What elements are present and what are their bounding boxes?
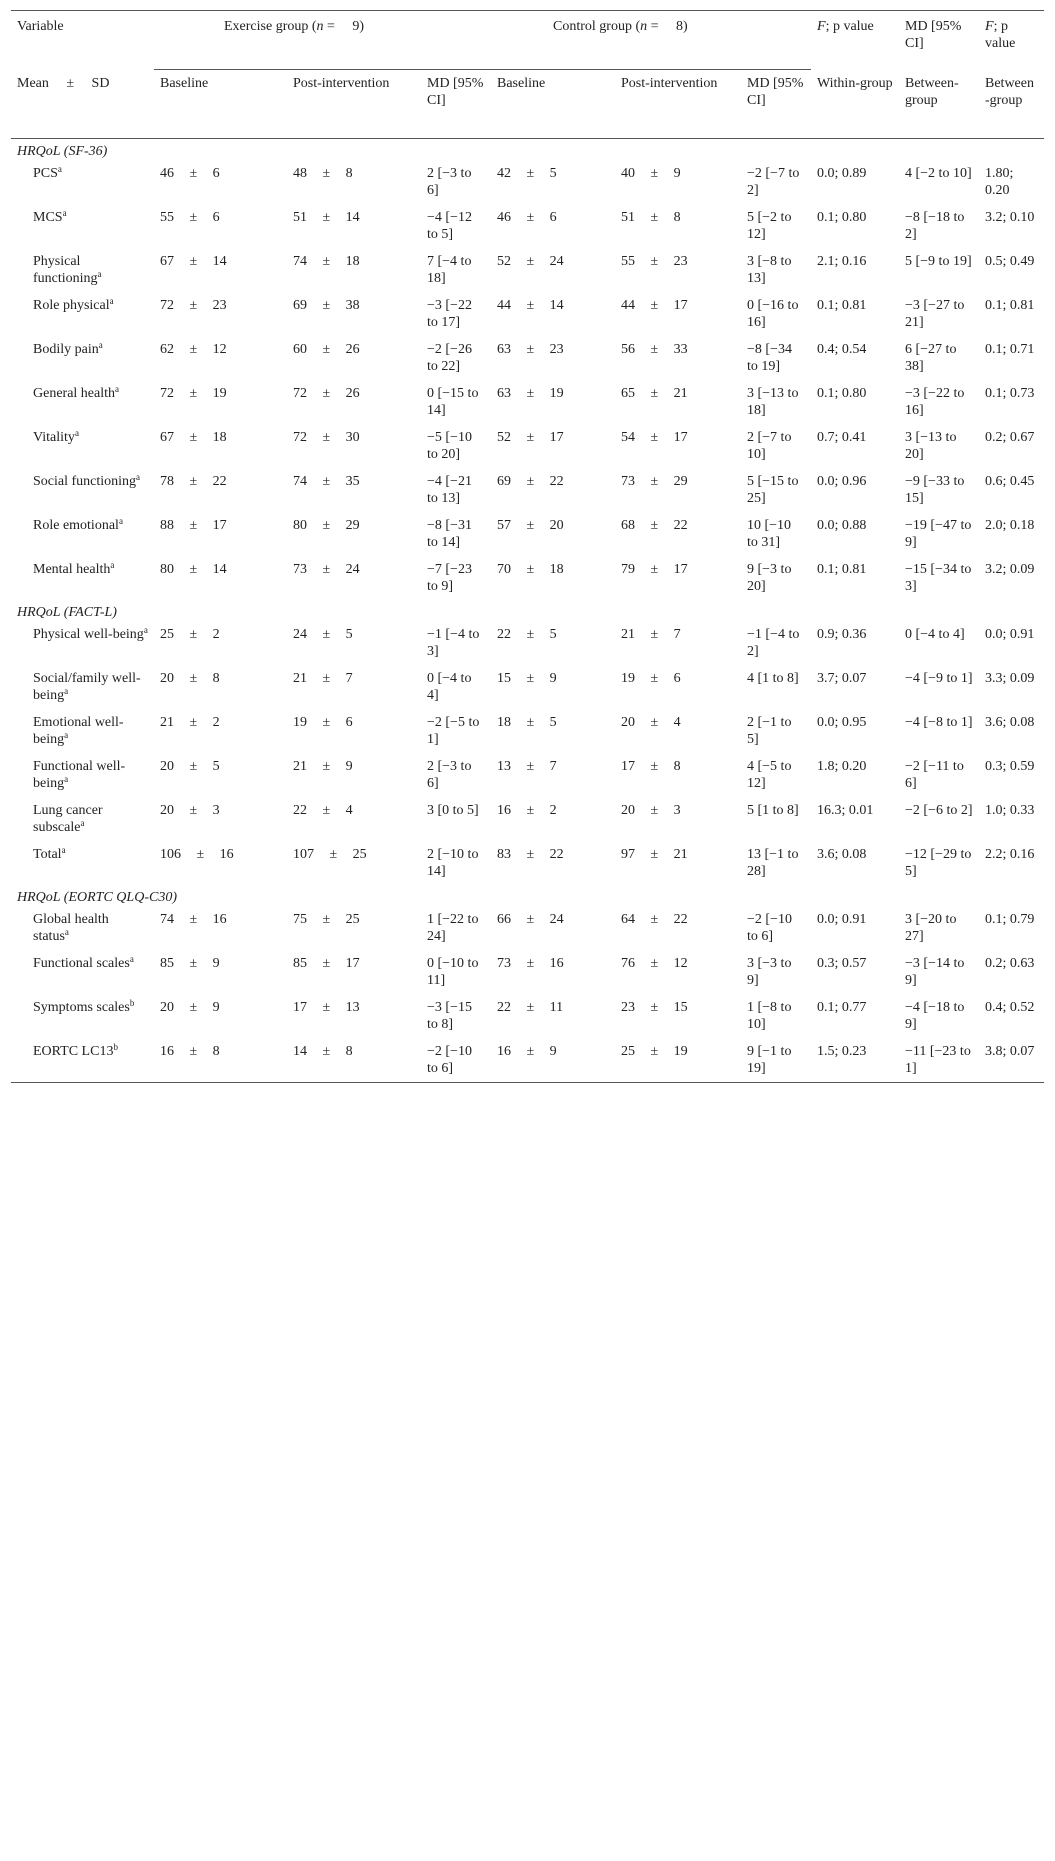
ex-post-cell: 51 ± 14 [293,210,360,225]
table-row [11,906,1044,950]
variable-name: Emotional well-being [33,715,124,747]
co-post-cell: 54 ± 17 [621,430,688,445]
co-md-cell: 13 [−1 to 28] [747,847,799,879]
within-group-cell: 0.0; 0.88 [817,518,867,533]
between-md-cell: 4 [−2 to 10] [905,166,972,181]
variable-name: MCS [33,210,63,225]
variable-cell [11,994,154,1038]
within-group-cell: 0.0; 0.95 [817,715,867,730]
variable-cell [11,709,154,753]
co-md-cell: 3 [−13 to 18] [747,386,799,418]
between-md-cell: 6 [−27 to 38] [905,342,957,374]
footnote-marker: a [64,927,69,937]
between-f-cell: 0.6; 0.45 [985,474,1035,489]
variable-cell [11,336,154,380]
variable-cell [11,621,154,665]
variable-cell [11,556,154,600]
co-baseline-cell: 63 ± 23 [497,342,564,357]
header-f-symbol-2: F [985,19,994,34]
co-post-cell: 23 ± 15 [621,1000,688,1015]
co-post-cell: 79 ± 17 [621,562,688,577]
header-co-baseline: Baseline [497,76,546,91]
ex-post-cell: 74 ± 18 [293,254,360,269]
ex-baseline-cell: 78 ± 22 [160,474,227,489]
section-row [11,600,1044,621]
header-ex-md: MD [95% CI] [427,76,484,108]
footnote-marker: a [64,730,69,740]
table-row [11,512,1044,556]
co-post-cell: 65 ± 21 [621,386,688,401]
variable-name: Physical well-being [33,627,144,642]
between-f-cell: 0.1; 0.71 [985,342,1035,357]
ex-baseline-cell: 25 ± 2 [160,627,220,642]
ex-post-cell: 75 ± 25 [293,912,360,927]
co-md-cell: −2 [−10 to 6] [747,912,792,944]
between-md-cell: −3 [−27 to 21] [905,298,965,330]
ex-post-cell: 72 ± 30 [293,430,360,445]
ex-post-cell: 48 ± 8 [293,166,353,181]
co-post-cell: 20 ± 4 [621,715,681,730]
header-ex-baseline: Baseline [160,76,209,91]
within-group-cell: 0.1; 0.81 [817,298,867,313]
footnote-marker: a [57,164,62,174]
between-f-cell: 3.3; 0.09 [985,671,1035,686]
variable-cell [11,512,154,556]
table-row [11,248,1044,292]
co-post-cell: 21 ± 7 [621,627,681,642]
ex-baseline-cell: 20 ± 3 [160,803,220,818]
between-f-cell: 0.1; 0.79 [985,912,1035,927]
between-f-cell: 0.1; 0.73 [985,386,1035,401]
ex-post-cell: 73 ± 24 [293,562,360,577]
between-f-cell: 0.4; 0.52 [985,1000,1035,1015]
variable-cell [11,1038,154,1083]
table-row [11,424,1044,468]
variable-name: Lung cancer subscale [33,803,103,835]
co-md-cell: 2 [−1 to 5] [747,715,792,747]
co-md-cell: 1 [−8 to 10] [747,1000,792,1032]
within-group-cell: 16.3; 0.01 [817,803,874,818]
co-baseline-cell: 73 ± 16 [497,956,564,971]
header-co-md: MD [95% CI] [747,76,804,108]
ex-post-cell: 60 ± 26 [293,342,360,357]
between-f-cell: 2.2; 0.16 [985,847,1035,862]
between-f-cell: 3.2; 0.09 [985,562,1035,577]
between-f-cell: 1.80; 0.20 [985,166,1014,198]
within-group-cell: 0.4; 0.54 [817,342,867,357]
header-ex-post: Post-intervention [293,76,390,91]
between-f-cell: 3.6; 0.08 [985,715,1035,730]
variable-name: Social/family well-being [33,671,141,703]
ex-md-cell: −1 [−4 to 3] [427,627,480,659]
variable-name: Social functioning [33,474,137,489]
ex-post-cell: 107 ± 25 [293,847,367,862]
variable-cell [11,797,154,841]
ex-md-cell: −4 [−12 to 5] [427,210,472,242]
between-f-cell: 0.0; 0.91 [985,627,1035,642]
table-row [11,797,1044,841]
ex-baseline-cell: 88 ± 17 [160,518,227,533]
co-md-cell: 4 [−5 to 12] [747,759,792,791]
between-f-cell: 3.2; 0.10 [985,210,1035,225]
ex-md-cell: 0 [−10 to 11] [427,956,479,988]
footnote-marker: a [118,516,123,526]
table-row [11,753,1044,797]
header-f-p-rest-2: ; p value [985,19,1016,51]
ex-post-cell: 24 ± 5 [293,627,353,642]
co-md-cell: 10 [−10 to 31] [747,518,792,550]
variable-cell [11,841,154,885]
control-n-label: n [640,19,648,34]
co-baseline-cell: 16 ± 9 [497,1044,557,1059]
header-f-p-value-2 [979,11,1044,70]
between-f-cell: 0.1; 0.81 [985,298,1035,313]
ex-baseline-cell: 20 ± 9 [160,1000,220,1015]
between-f-cell: 1.0; 0.33 [985,803,1035,818]
co-baseline-cell: 18 ± 5 [497,715,557,730]
co-md-cell: 4 [1 to 8] [747,671,799,686]
co-baseline-cell: 22 ± 11 [497,1000,564,1015]
variable-name: Total [33,847,62,862]
results-table [11,10,1044,1083]
ex-post-cell: 69 ± 38 [293,298,360,313]
co-md-cell: 5 [−15 to 25] [747,474,799,506]
co-post-cell: 44 ± 17 [621,298,688,313]
co-md-cell: 5 [1 to 8] [747,803,799,818]
footnote-marker: a [97,269,102,279]
table-row [11,709,1044,753]
ex-post-cell: 14 ± 8 [293,1044,353,1059]
within-group-cell: 0.1; 0.81 [817,562,867,577]
table-row [11,292,1044,336]
co-baseline-cell: 57 ± 20 [497,518,564,533]
co-baseline-cell: 70 ± 18 [497,562,564,577]
ex-post-cell: 21 ± 9 [293,759,353,774]
co-post-cell: 64 ± 22 [621,912,688,927]
between-f-cell: 0.3; 0.59 [985,759,1035,774]
variable-cell [11,292,154,336]
ex-md-cell: 2 [−10 to 14] [427,847,479,879]
ex-post-cell: 80 ± 29 [293,518,360,533]
co-baseline-cell: 52 ± 24 [497,254,564,269]
variable-cell [11,753,154,797]
within-group-cell: 0.0; 0.96 [817,474,867,489]
variable-cell [11,160,154,204]
co-md-cell: −1 [−4 to 2] [747,627,800,659]
variable-name: Role physical [33,298,110,313]
exercise-n-value: = 9) [327,19,365,34]
between-md-cell: −3 [−22 to 16] [905,386,965,418]
co-md-cell: 2 [−7 to 10] [747,430,792,462]
table-header [11,11,1044,139]
header-md-95ci: MD [95% CI] [905,19,962,51]
between-md-cell: −11 [−23 to 1] [905,1044,971,1076]
table-row [11,556,1044,600]
ex-baseline-cell: 20 ± 5 [160,759,220,774]
co-post-cell: 55 ± 23 [621,254,688,269]
footnote-marker: a [143,625,148,635]
co-post-cell: 19 ± 6 [621,671,681,686]
between-f-cell: 3.8; 0.07 [985,1044,1035,1059]
co-post-cell: 76 ± 12 [621,956,688,971]
co-post-cell: 56 ± 33 [621,342,688,357]
table-body [11,139,1044,1083]
co-baseline-cell: 42 ± 5 [497,166,557,181]
between-md-cell: −2 [−11 to 6] [905,759,964,791]
variable-cell [11,950,154,994]
ex-baseline-cell: 67 ± 14 [160,254,227,269]
ex-baseline-cell: 20 ± 8 [160,671,220,686]
ex-md-cell: 1 [−22 to 24] [427,912,479,944]
table-row [11,621,1044,665]
header-mean-sd: Mean ± SD [17,75,110,91]
between-md-cell: −19 [−47 to 9] [905,518,972,550]
footnote-marker: a [98,340,103,350]
variable-name: PCS [33,166,58,181]
section-row [11,139,1044,161]
within-group-cell: 0.1; 0.80 [817,386,867,401]
co-post-cell: 51 ± 8 [621,210,681,225]
footnote-marker: b [129,998,135,1008]
section-title: HRQoL (EORTC QLQ-C30) [17,890,177,905]
between-md-cell: 5 [−9 to 19] [905,254,972,269]
co-post-cell: 17 ± 8 [621,759,681,774]
variable-name: Symptoms scales [33,1000,130,1015]
ex-post-cell: 19 ± 6 [293,715,353,730]
ex-md-cell: 0 [−4 to 4] [427,671,472,703]
ex-baseline-cell: 74 ± 16 [160,912,227,927]
within-group-cell: 0.7; 0.41 [817,430,867,445]
variable-name: General health [33,386,116,401]
within-group-cell: 0.0; 0.91 [817,912,867,927]
ex-md-cell: 7 [−4 to 18] [427,254,472,286]
footnote-marker: a [80,818,85,828]
co-md-cell: 3 [−3 to 9] [747,956,792,988]
within-group-cell: 2.1; 0.16 [817,254,867,269]
variable-name: Functional scales [33,956,130,971]
variable-cell [11,380,154,424]
between-md-cell: −12 [−29 to 5] [905,847,972,879]
ex-baseline-cell: 72 ± 19 [160,386,227,401]
control-group-label: Control group [553,19,632,34]
co-md-cell: 3 [−8 to 13] [747,254,792,286]
ex-baseline-cell: 106 ± 16 [160,847,234,862]
ex-md-cell: −5 [−10 to 20] [427,430,472,462]
between-md-cell: −3 [−14 to 9] [905,956,965,988]
between-f-cell: 0.5; 0.49 [985,254,1035,269]
variable-name: Global health status [33,912,109,944]
ex-md-cell: −7 [−23 to 9] [427,562,472,594]
footnote-marker: b [113,1042,118,1052]
section-title: HRQoL (FACT-L) [17,605,117,620]
header-co-post: Post-intervention [621,76,718,91]
co-post-cell: 73 ± 29 [621,474,688,489]
header-f-p-value [811,11,899,70]
co-baseline-cell: 16 ± 2 [497,803,557,818]
ex-md-cell: −3 [−22 to 17] [427,298,472,330]
co-md-cell: 5 [−2 to 12] [747,210,792,242]
table-row [11,336,1044,380]
header-control-group: Control group (n = 8) [491,11,811,70]
co-md-cell: −8 [−34 to 19] [747,342,792,374]
within-group-cell: 0.9; 0.36 [817,627,867,642]
co-md-cell: 0 [−16 to 16] [747,298,799,330]
table-row [11,160,1044,204]
footnote-marker: a [110,560,115,570]
header-within-group: Within-group [817,75,893,91]
between-f-cell: 0.2; 0.67 [985,430,1035,445]
co-md-cell: 9 [−3 to 20] [747,562,792,594]
within-group-cell: 0.1; 0.77 [817,1000,867,1015]
co-post-cell: 20 ± 3 [621,803,681,818]
co-md-cell: −2 [−7 to 2] [747,166,800,198]
table-row [11,468,1044,512]
footnote-marker: a [62,208,67,218]
variable-name: Vitality [33,430,75,445]
within-group-cell: 0.0; 0.89 [817,166,867,181]
ex-baseline-cell: 67 ± 18 [160,430,227,445]
ex-post-cell: 85 ± 17 [293,956,360,971]
footnote-marker: a [64,686,69,696]
ex-md-cell: 2 [−3 to 6] [427,759,472,791]
variable-name: EORTC LC13 [33,1044,114,1059]
header-exercise-group: Exercise group (n = 9) [154,11,491,70]
variable-cell [11,906,154,950]
table-row [11,665,1044,709]
co-md-cell: 9 [−1 to 19] [747,1044,792,1076]
table-row [11,950,1044,994]
footnote-marker: a [61,845,66,855]
ex-md-cell: −8 [−31 to 14] [427,518,472,550]
co-baseline-cell: 13 ± 7 [497,759,557,774]
ex-post-cell: 21 ± 7 [293,671,353,686]
co-baseline-cell: 66 ± 24 [497,912,564,927]
within-group-cell: 0.3; 0.57 [817,956,867,971]
header-between-group: Between-group [905,75,959,108]
within-group-cell: 3.6; 0.08 [817,847,867,862]
ex-baseline-cell: 72 ± 23 [160,298,227,313]
variable-name: Functional well-being [33,759,126,791]
ex-md-cell: 3 [0 to 5] [427,803,479,818]
between-md-cell: −2 [−6 to 2] [905,803,973,818]
footnote-marker: a [129,954,134,964]
ex-post-cell: 74 ± 35 [293,474,360,489]
variable-name: Bodily pain [33,342,99,357]
header-f-p-rest: ; p value [825,19,874,34]
table-row [11,841,1044,885]
between-md-cell: −15 [−34 to 3] [905,562,972,594]
ex-baseline-cell: 16 ± 8 [160,1044,220,1059]
variable-cell [11,248,154,292]
section-row [11,885,1044,906]
co-baseline-cell: 83 ± 22 [497,847,564,862]
ex-baseline-cell: 55 ± 6 [160,210,220,225]
between-md-cell: 0 [−4 to 4] [905,627,965,642]
section-title: HRQoL (SF-36) [17,144,108,159]
control-n-value: = 8) [650,19,688,34]
ex-post-cell: 72 ± 26 [293,386,360,401]
co-baseline-cell: 52 ± 17 [497,430,564,445]
ex-baseline-cell: 80 ± 14 [160,562,227,577]
ex-md-cell: 2 [−3 to 6] [427,166,472,198]
table-row [11,204,1044,248]
co-post-cell: 40 ± 9 [621,166,681,181]
ex-post-cell: 17 ± 13 [293,1000,360,1015]
footnote-marker: a [136,472,141,482]
variable-cell [11,468,154,512]
variable-name: Physical functioning [33,254,98,286]
between-md-cell: 3 [−13 to 20] [905,430,957,462]
ex-baseline-cell: 85 ± 9 [160,956,220,971]
footnote-marker: a [109,296,114,306]
between-md-cell: −9 [−33 to 15] [905,474,965,506]
within-group-cell: 3.7; 0.07 [817,671,867,686]
exercise-group-label: Exercise group [224,19,309,34]
ex-md-cell: −2 [−10 to 6] [427,1044,472,1076]
ex-post-cell: 22 ± 4 [293,803,353,818]
table-row [11,994,1044,1038]
variable-cell [11,204,154,248]
co-baseline-cell: 46 ± 6 [497,210,557,225]
between-f-cell: 2.0; 0.18 [985,518,1035,533]
ex-md-cell: −2 [−5 to 1] [427,715,480,747]
ex-md-cell: −2 [−26 to 22] [427,342,472,374]
variable-name: Mental health [33,562,111,577]
ex-md-cell: −3 [−15 to 8] [427,1000,472,1032]
within-group-cell: 1.5; 0.23 [817,1044,867,1059]
co-baseline-cell: 44 ± 14 [497,298,564,313]
between-md-cell: −4 [−18 to 9] [905,1000,965,1032]
between-md-cell: 3 [−20 to 27] [905,912,957,944]
ex-md-cell: 0 [−15 to 14] [427,386,479,418]
within-group-cell: 0.1; 0.80 [817,210,867,225]
variable-name: Role emotional [33,518,119,533]
co-post-cell: 25 ± 19 [621,1044,688,1059]
ex-baseline-cell: 62 ± 12 [160,342,227,357]
between-md-cell: −4 [−9 to 1] [905,671,973,686]
header-f-symbol: F [817,19,826,34]
co-baseline-cell: 15 ± 9 [497,671,557,686]
between-md-cell: −4 [−8 to 1] [905,715,973,730]
footnote-marker: a [64,774,69,784]
co-baseline-cell: 22 ± 5 [497,627,557,642]
within-group-cell: 1.8; 0.20 [817,759,867,774]
variable-cell [11,665,154,709]
table-row [11,380,1044,424]
exercise-n-label: n [316,19,324,34]
between-md-cell: −8 [−18 to 2] [905,210,965,242]
variable-cell [11,424,154,468]
footnote-marker: a [74,428,79,438]
header-variable: Variable [17,19,64,34]
co-baseline-cell: 63 ± 19 [497,386,564,401]
table-row [11,1038,1044,1083]
ex-md-cell: −4 [−21 to 13] [427,474,472,506]
footnote-marker: a [115,384,120,394]
header-between-group-2: Between-group [985,75,1034,108]
co-baseline-cell: 69 ± 22 [497,474,564,489]
co-post-cell: 68 ± 22 [621,518,688,533]
between-f-cell: 0.2; 0.63 [985,956,1035,971]
ex-baseline-cell: 21 ± 2 [160,715,220,730]
co-post-cell: 97 ± 21 [621,847,688,862]
ex-baseline-cell: 46 ± 6 [160,166,220,181]
